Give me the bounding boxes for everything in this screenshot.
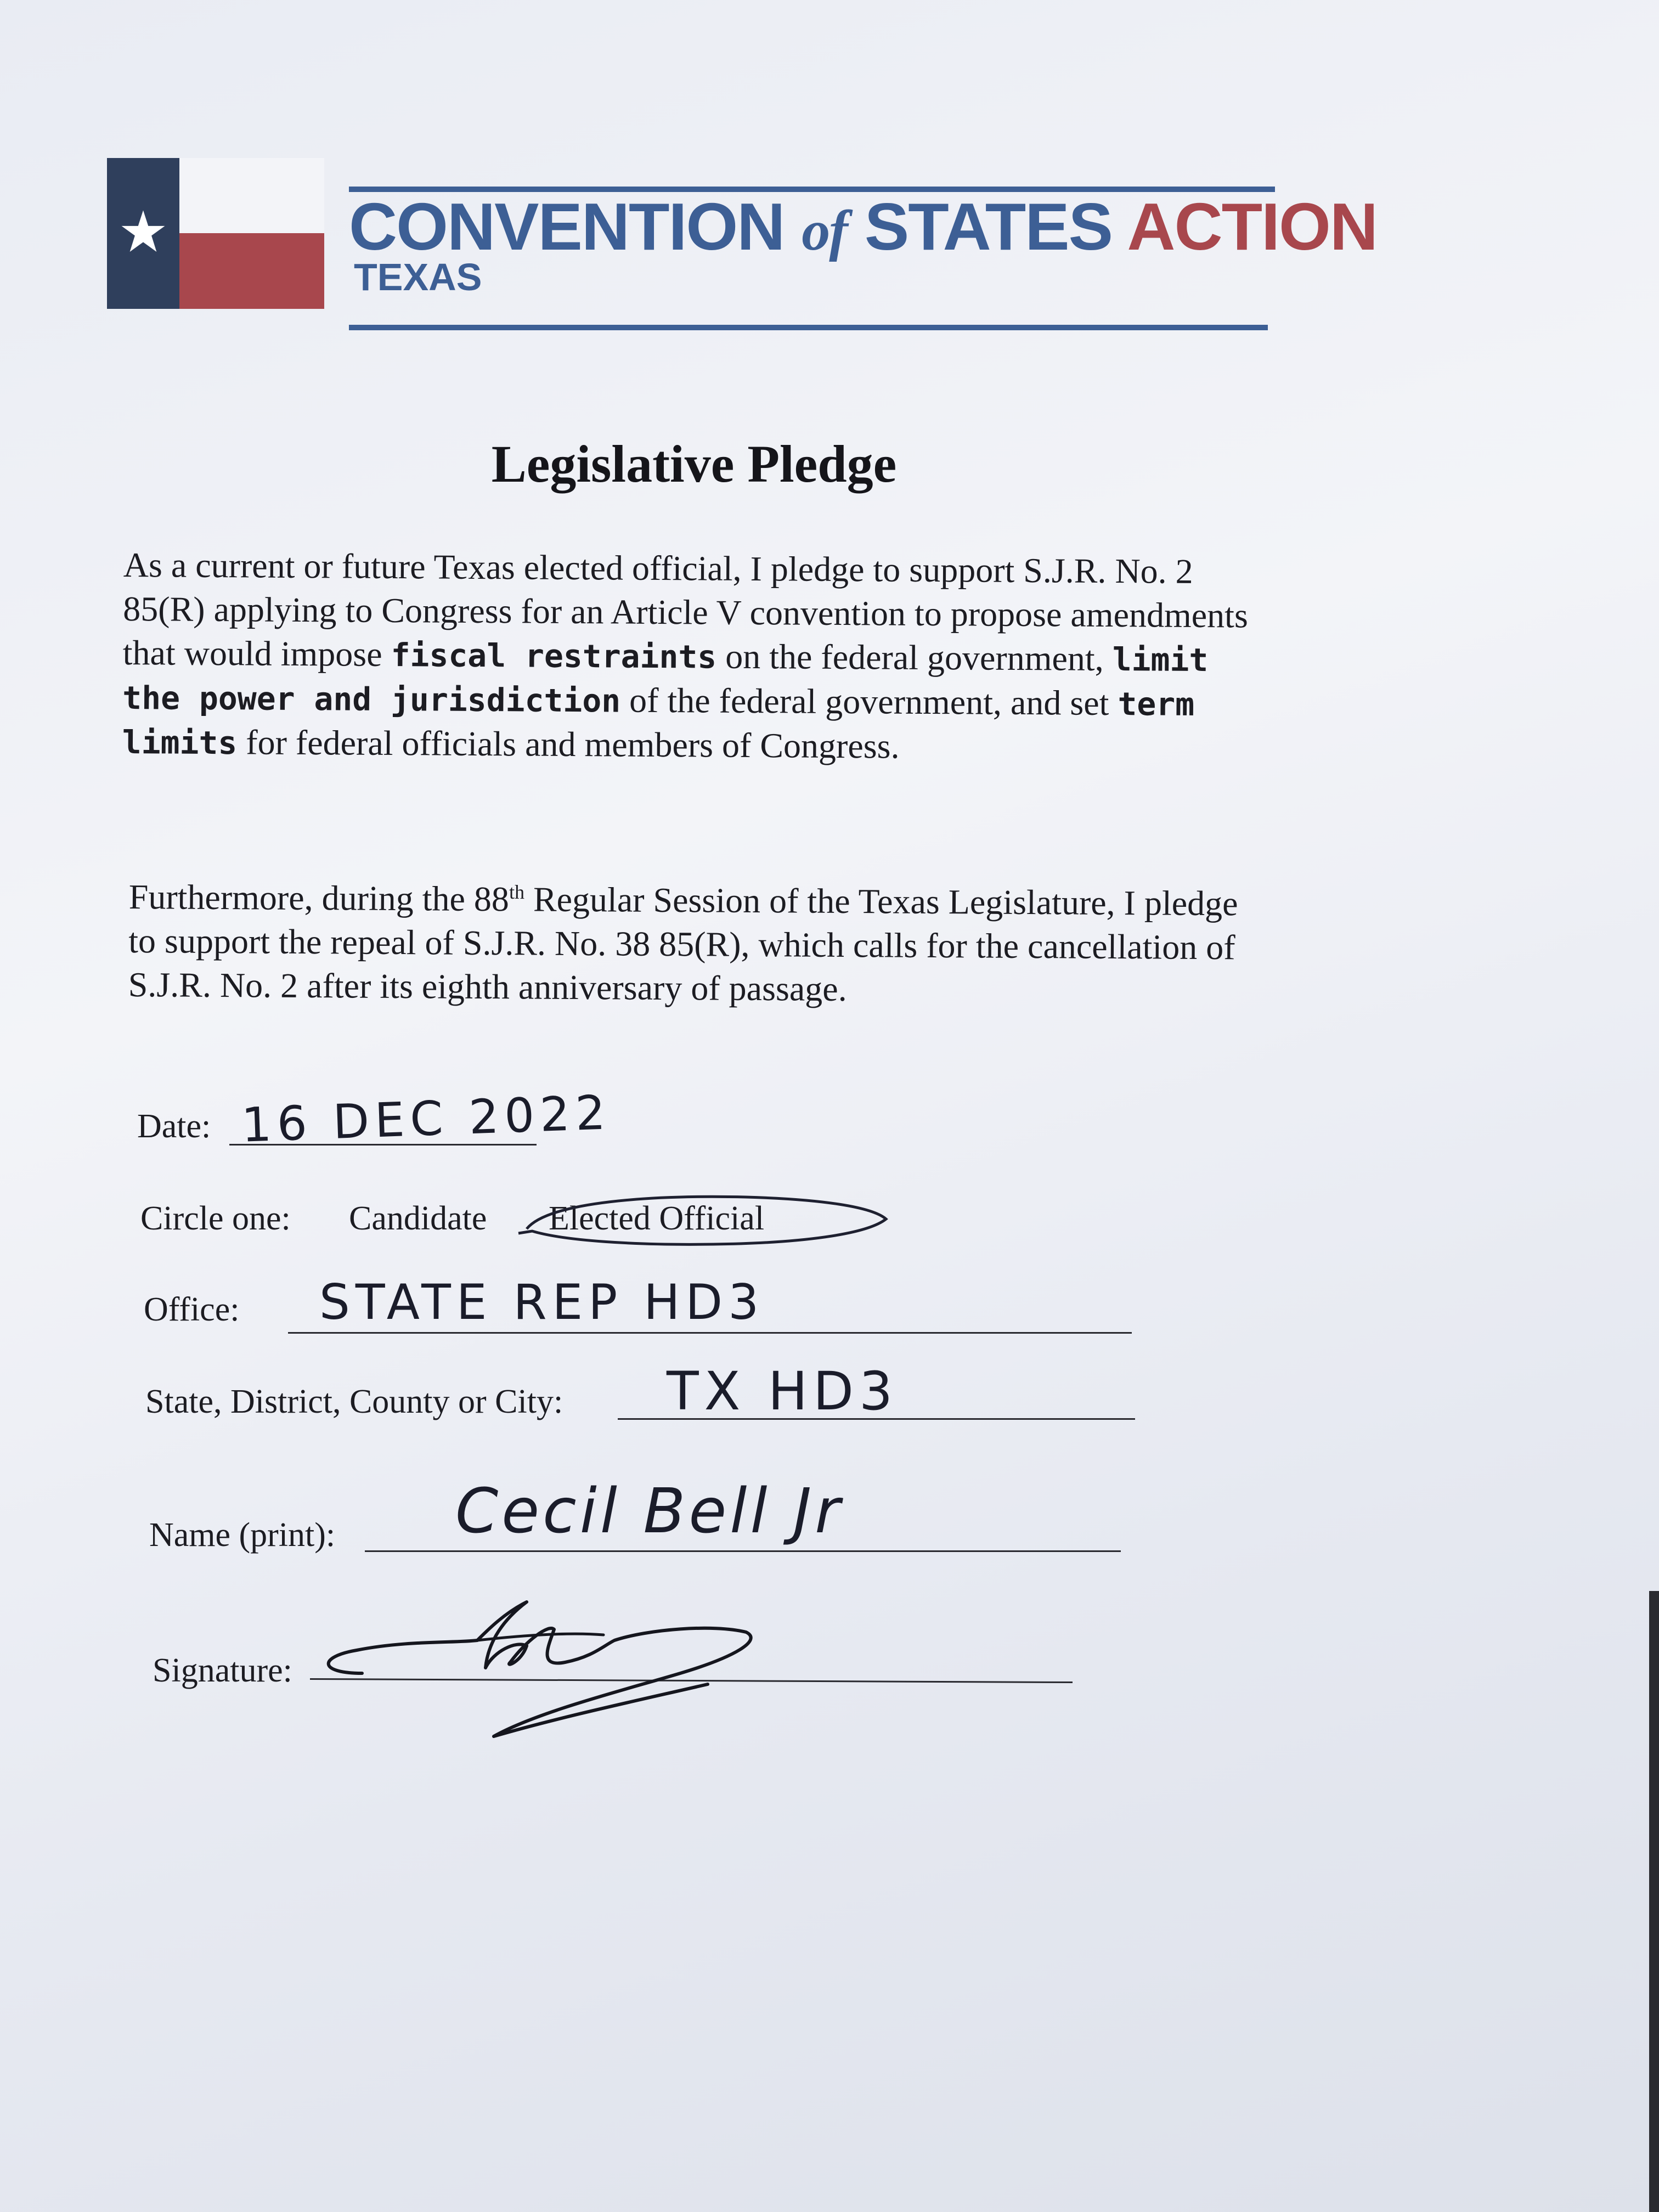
pledge-paragraph-2 [128, 875, 1270, 1014]
org-name-action: ACTION [1127, 189, 1378, 264]
page-edge-shadow [1649, 1591, 1659, 2212]
name-line[interactable] [365, 1550, 1121, 1552]
p1-seg: on the federal government, [716, 636, 1113, 679]
org-name-states: STATES [864, 189, 1112, 264]
jurisdiction-label: State, District, County or City: [145, 1383, 563, 1420]
option-candidate[interactable]: Candidate [349, 1200, 487, 1237]
p1-seg: As a current or future Texas elected official, I pledge to support S.J.R. No. 2 85(R) applying to Congress for an Article V convention to propose amendments that would impose [122, 545, 1249, 674]
p1-bold-limit: limit the power and jurisdiction [122, 641, 1209, 720]
handwritten-signature [296, 1580, 790, 1745]
signature-label: Signature: [153, 1652, 292, 1689]
name-value: Cecil Bell Jr [455, 1476, 844, 1547]
texas-flag-logo [107, 158, 324, 309]
date-value: 16 DEC 2022 [240, 1085, 612, 1153]
flag-white-stripe [179, 158, 324, 233]
p2-sup: th [509, 881, 525, 904]
office-label: Office: [144, 1291, 240, 1328]
org-name-of: of [802, 199, 847, 262]
p1-bold-term: term limits [122, 685, 1195, 762]
p1-bold-fiscal: fiscal restraints [391, 636, 717, 676]
date-label: Date: [137, 1108, 211, 1145]
org-name-convention: CONVENTION [349, 189, 785, 264]
org-name [349, 189, 1378, 264]
option-elected-official[interactable]: Elected Official [549, 1200, 765, 1237]
office-value: STATE REP HD3 [319, 1274, 765, 1330]
jurisdiction-value: TX HD3 [667, 1361, 899, 1422]
office-line[interactable] [288, 1332, 1132, 1334]
org-state: TEXAS [354, 256, 482, 298]
header-rule-bottom [349, 325, 1268, 330]
p1-seg: for federal officials and members of Congress. [237, 723, 900, 766]
star-icon [120, 208, 166, 255]
p1-seg: of the federal government, and set [620, 680, 1118, 723]
selection-circle [516, 1190, 900, 1251]
circle-one-label: Circle one: [140, 1200, 291, 1237]
page-title: Legislative Pledge [491, 435, 897, 493]
p2-after: Regular Session of the Texas Legislature, I pledge to support the repeal of S.J.R. No. 38 85(R), which calls for the cancellation of S.J.R. No. 2 after its eighth anniversary of passage. [128, 879, 1238, 1008]
name-label: Name (print): [149, 1516, 336, 1554]
flag-red-stripe [179, 233, 324, 309]
pledge-paragraph-1 [122, 543, 1265, 771]
p2-before: Furthermore, during the 88 [128, 877, 510, 919]
